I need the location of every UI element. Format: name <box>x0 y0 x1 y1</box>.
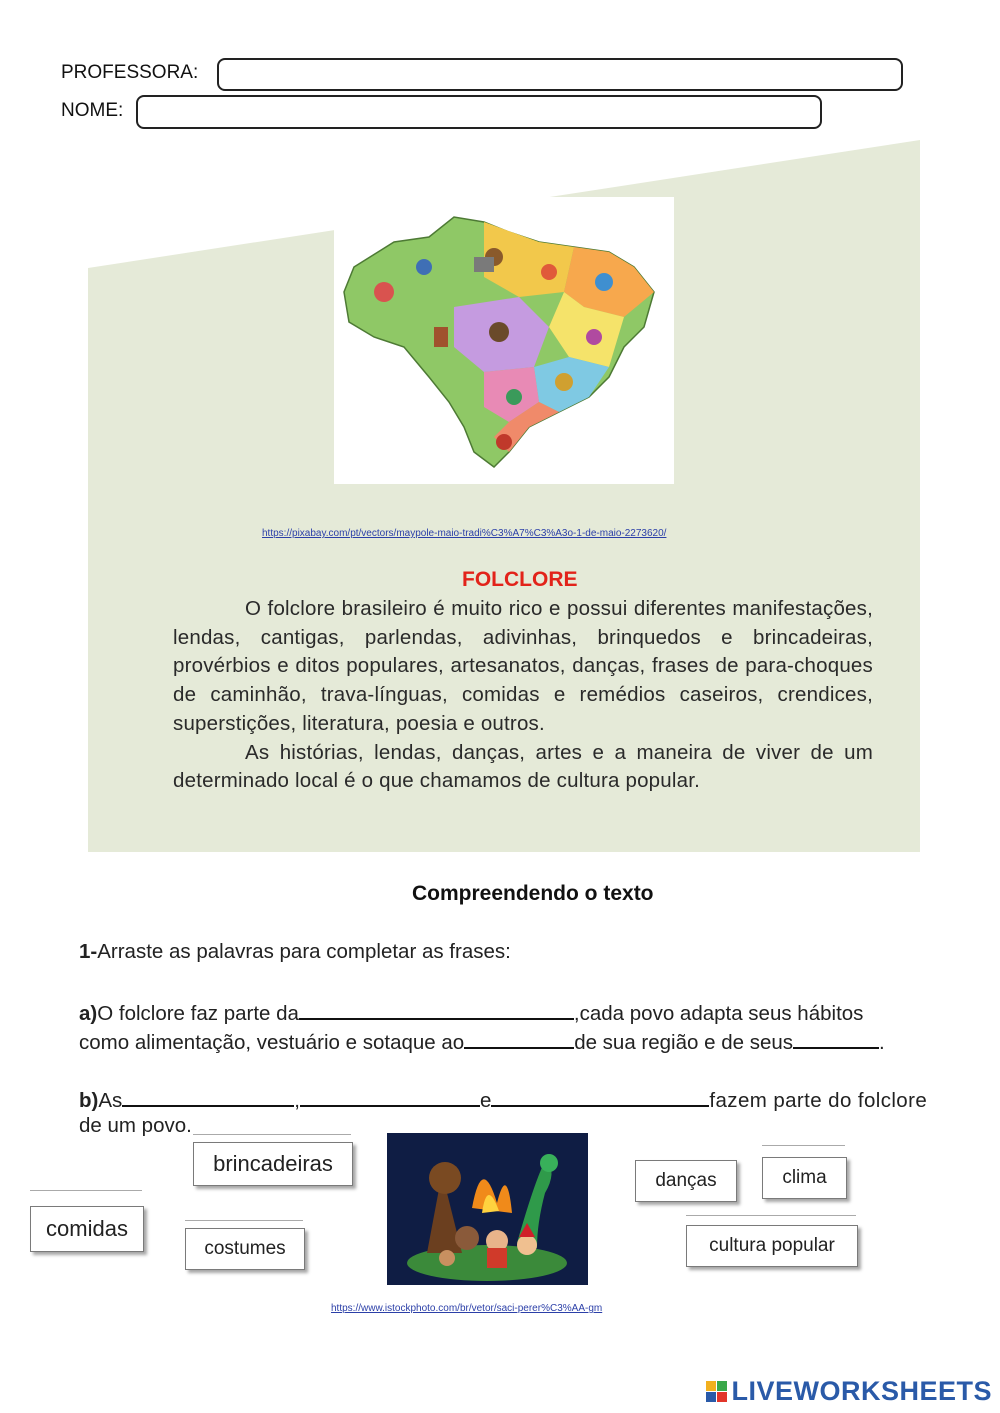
question-b-text-4: fazem parte do folclore <box>709 1089 928 1112</box>
chip-edge-costumes <box>185 1220 303 1227</box>
question-a-text-5: . <box>879 1031 885 1054</box>
question-a-line-2 <box>79 1027 971 1055</box>
liveworksheets-icon <box>706 1381 727 1402</box>
chip-edge-comidas <box>30 1190 142 1205</box>
scene-source-link[interactable]: https://www.istockphoto.com/br/vetor/saci-perer%C3%AA-gm <box>331 1303 603 1314</box>
word-chip-comidas[interactable]: comidas <box>30 1206 144 1252</box>
name-label: NOME: <box>61 100 124 121</box>
question-1 <box>79 940 511 964</box>
question-1-number: 1- <box>79 940 98 963</box>
question-a-text-4: de sua região e de seus <box>574 1031 794 1054</box>
brazil-folklore-map-image <box>334 197 674 484</box>
question-b-letter: b) <box>79 1089 99 1112</box>
chip-edge-clima <box>762 1145 845 1156</box>
question-a-text-2: ,cada povo adapta seus hábitos <box>573 1002 864 1025</box>
word-chip-dancas[interactable]: danças <box>635 1160 737 1202</box>
reading-paragraph-2: As histórias, lendas, danças, artes e a maneira de viver de um determinado local é o que chamamos de cultura popular. <box>173 740 873 793</box>
blank-a2[interactable] <box>464 1027 574 1049</box>
word-chip-brincadeiras[interactable]: brincadeiras <box>193 1142 353 1186</box>
reading-text <box>173 595 873 796</box>
question-a-text-3: como alimentação, vestuário e sotaque ao <box>79 1031 465 1054</box>
brand-name: LIVEWORKSHEETS <box>731 1376 992 1406</box>
question-b-text-3: e <box>480 1089 492 1112</box>
folklore-characters-image <box>387 1133 588 1285</box>
chip-edge-cultura-popular <box>686 1215 856 1224</box>
word-chip-costumes[interactable]: costumes <box>185 1228 305 1270</box>
question-a-text-1: O folclore faz parte da <box>97 1002 299 1025</box>
blank-a1[interactable] <box>299 998 574 1020</box>
blank-a3[interactable] <box>793 1027 879 1049</box>
teacher-label: PROFESSORA: <box>61 62 199 83</box>
question-b-line-1 <box>79 1085 971 1113</box>
question-b-text-1: As <box>98 1089 123 1112</box>
section-title: Compreendendo o texto <box>412 882 654 905</box>
question-a-letter: a) <box>79 1002 98 1025</box>
blank-b1[interactable] <box>122 1085 294 1107</box>
question-a-line-1 <box>79 998 971 1026</box>
teacher-field[interactable] <box>217 58 903 91</box>
blank-b3[interactable] <box>491 1085 709 1107</box>
question-1-text: Arraste as palavras para completar as frases: <box>97 940 511 963</box>
chip-edge-brincadeiras <box>193 1134 351 1141</box>
liveworksheets-logo <box>706 1376 992 1407</box>
word-chip-clima[interactable]: clima <box>762 1157 847 1199</box>
map-source-link[interactable]: https://pixabay.com/pt/vectors/maypole-maio-tradi%C3%A7%C3%A3o-1-de-maio-2273620/ <box>262 528 667 539</box>
name-field[interactable] <box>136 95 822 129</box>
word-chip-cultura-popular[interactable]: cultura popular <box>686 1225 858 1267</box>
reading-paragraph-1: O folclore brasileiro é muito rico e possui diferentes manifestações, lendas, cantigas, parlendas, adivinhas, brinquedos e brincadeiras, provérbios e ditos populares, artesanatos, danças, frases de para-choques de caminhão, trava-línguas, comidas e remédios caseiros, crendices, superstições, literatura, poesia e outros. <box>173 597 873 735</box>
question-b-text-5: de um povo. <box>79 1114 192 1137</box>
question-b-text-2: , <box>294 1089 300 1112</box>
reading-title: FOLCLORE <box>462 568 578 591</box>
blank-b2[interactable] <box>300 1085 480 1107</box>
